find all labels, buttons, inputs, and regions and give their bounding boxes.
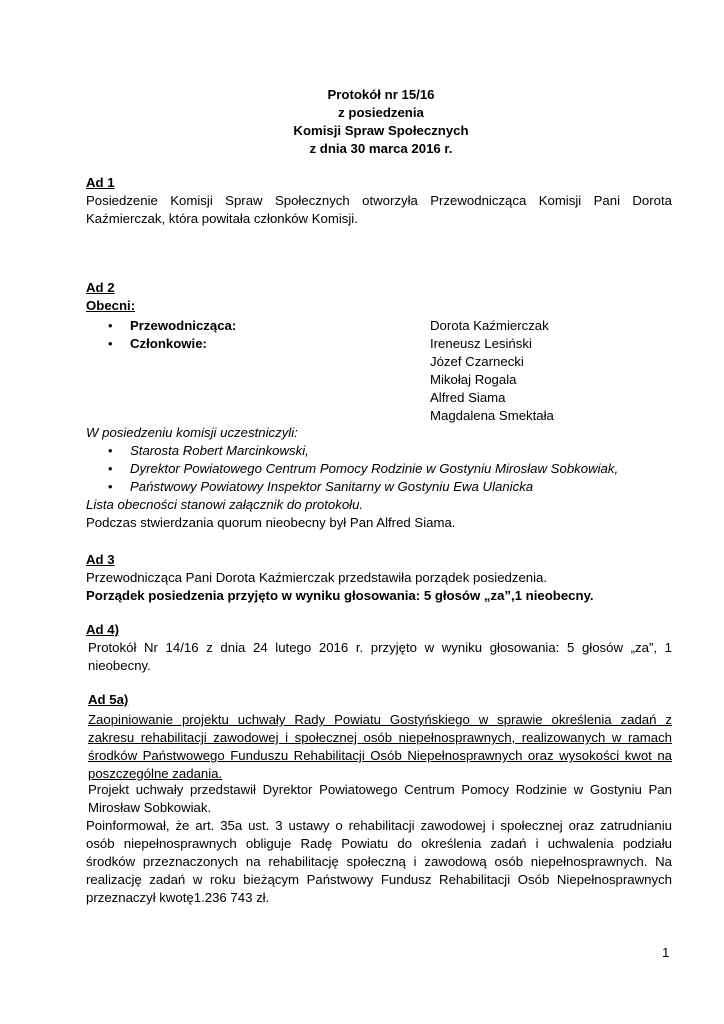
title-line: z dnia 30 marca 2016 r. — [309, 141, 453, 156]
ad1-text-line: Posiedzenie Komisji Spraw Społecznych otworzyła Przewodnicząca Komisji Pani Dorota — [86, 193, 672, 208]
ad1-heading: Ad 1 — [86, 175, 115, 190]
ad5a-topic-line: poszczególne zadania. — [88, 766, 223, 781]
ad4-text-line: Protokół Nr 14/16 z dnia 24 lutego 2016 r. przyjęto w wyniku głosowania: 5 głosów „za”, 1 — [88, 640, 672, 655]
members-label: Członkowie: — [130, 336, 207, 351]
bullet-icon: • — [108, 318, 113, 333]
ad1-text-line: Kaźmierczak, która powitała członków Komisji. — [86, 211, 358, 226]
ad5a-info-line: przeznaczył kwotę1.236 743 zł. — [86, 890, 270, 905]
ad2-heading: Ad 2 — [86, 280, 115, 295]
quorum-note: Podczas stwierdzania quorum nieobecny był Pan Alfred Siama. — [86, 515, 456, 530]
ad5a-presented-line: Projekt uchwały przedstawił Dyrektor Powiatowego Centrum Pomocy Rodzinie w Gostyniu Pan — [88, 782, 672, 797]
attendance-note: Lista obecności stanowi załącznik do protokołu. — [86, 497, 364, 512]
ad5a-info-line: osób niepełnosprawnych obliguje Radę Powiatu do określenia zadań i uchwalenia podziału — [86, 836, 672, 851]
ad5a-topic-line: środków Państwowego Funduszu Rehabilitacji Osób Niepełnosprawnych oraz wysokości kwot na — [88, 748, 672, 763]
bullet-icon: • — [108, 479, 113, 494]
guest-item: Starosta Robert Marcinkowski, — [130, 443, 309, 458]
present-label: Obecni: — [86, 298, 136, 313]
guest-item: Dyrektor Powiatowego Centrum Pomocy Rodzinie w Gostyniu Mirosław Sobkowiak, — [130, 461, 619, 476]
page-number: 1 — [662, 945, 670, 960]
ad5a-topic-line: zakresu rehabilitacji zawodowej i społecznej osób niepełnosprawnych, realizowanych w ramach — [88, 730, 672, 745]
member-name: Ireneusz Lesiński — [430, 336, 532, 351]
title-line: Komisji Spraw Społecznych — [293, 123, 469, 138]
document-title — [0, 86, 724, 158]
ad4-heading: Ad 4) — [86, 622, 119, 637]
ad5a-info-line: środków przeznaczonych na rehabilitację społeczną i zawodową osób niepełnosprawnych. Na — [86, 854, 672, 869]
chair-label: Przewodnicząca: — [130, 318, 237, 333]
member-name: Magdalena Smektała — [430, 408, 554, 423]
title-line: z posiedzenia — [338, 105, 424, 120]
bullet-icon: • — [108, 461, 113, 476]
ad3-text-line: Przewodnicząca Pani Dorota Kaźmierczak przedstawiła porządek posiedzenia. — [86, 570, 548, 585]
bullet-icon: • — [108, 336, 113, 351]
ad5a-heading: Ad 5a) — [88, 692, 129, 707]
ad5a-info-line: Poinformował, że art. 35a ust. 3 ustawy o rehabilitacji zawodowej i społecznej oraz zatrudnianiu — [86, 818, 672, 833]
members-list — [430, 335, 554, 425]
member-name: Józef Czarnecki — [430, 354, 524, 369]
ad5a-presented-line: Mirosław Sobkowiak. — [88, 800, 212, 815]
ad3-vote-result: Porządek posiedzenia przyjęto w wyniku głosowania: 5 głosów „za”,1 nieobecny. — [86, 588, 594, 603]
guest-item: Państwowy Powiatowy Inspektor Sanitarny w Gostyniu Ewa Ulanicka — [130, 479, 534, 494]
ad4-text-line: nieobecny. — [88, 658, 151, 673]
ad5a-topic-line: Zaopiniowanie projektu uchwały Rady Powiatu Gostyńskiego w sprawie określenia zadań z — [88, 712, 672, 727]
bullet-icon: • — [108, 443, 113, 458]
title-line: Protokół nr 15/16 — [327, 87, 435, 102]
guests-intro: W posiedzeniu komisji uczestniczyli: — [86, 425, 298, 440]
ad3-heading: Ad 3 — [86, 552, 115, 567]
member-name: Alfred Siama — [430, 390, 506, 405]
chair-name: Dorota Kaźmierczak — [430, 318, 549, 333]
ad5a-info-line: realizację zadań w roku bieżącym Państwowy Fundusz Rehabilitacji Osób Niepełnosprawnych — [86, 872, 672, 887]
member-name: Mikołaj Rogala — [430, 372, 517, 387]
